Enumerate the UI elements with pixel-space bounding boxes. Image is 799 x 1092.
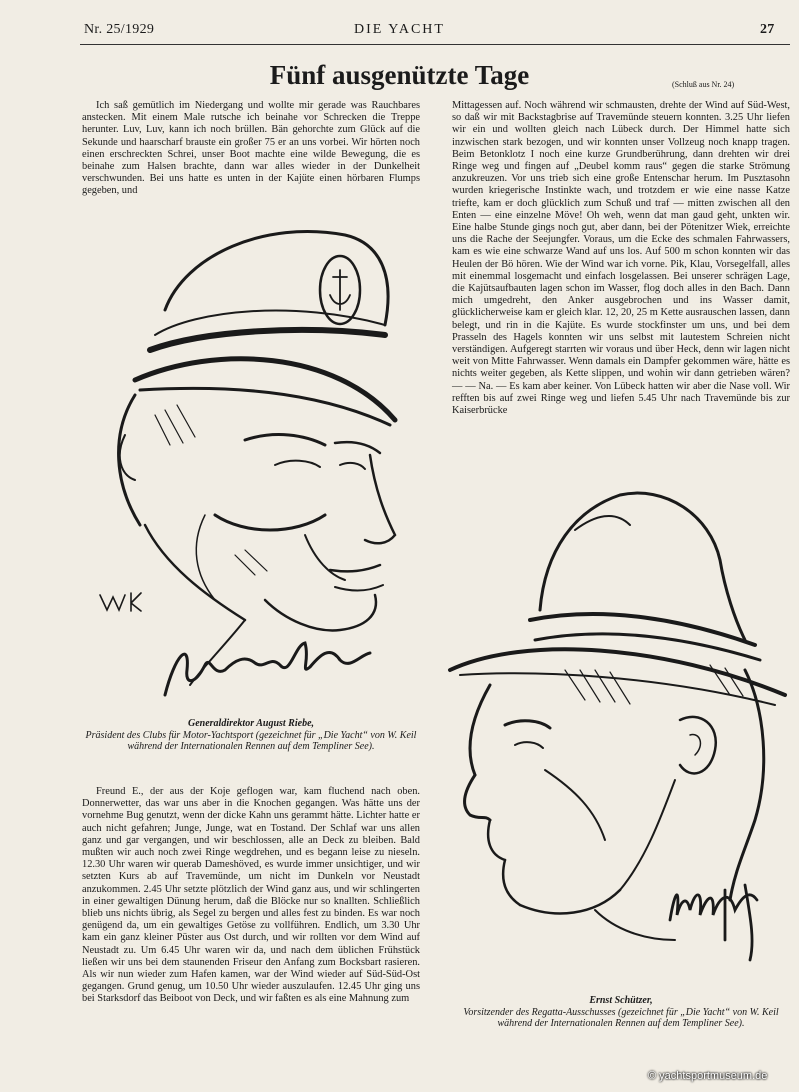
article-column-left-bottom (82, 786, 420, 1006)
continuation-note: (Schluß aus Nr. 24) (672, 80, 735, 89)
article-column-right-top (452, 100, 790, 417)
article-paragraph: Ich saß gemütlich im Niedergang und wollte mir gerade was Rauchbares anstecken. Mit einem Male rutsche ich beinahe vor Schrecken die Treppe herunter. Luv, Luv, kann ich noch brüllen. Bän gehorchte zum Glück auf die Sekunde und haarscharf brauste ein großer 75 er an uns vorbei. Wir hörten noch einen erschreckten Schrei, unser Boot machte eine wilde Bewegung, die es beinahe zum Halsen brachte, dann war alles wieder in der Dunkelheit verschwunden. Bei uns hatte es unten in der Kajüte einen hörbaren Flumps gegeben, und (82, 100, 420, 197)
figure-caption-riebe (82, 718, 420, 753)
article-paragraph: Freund E., der aus der Koje geflogen war, kam fluchend nach oben. Donnerwetter, das war uns aber in die Knochen gegangen. Was hätte uns der vornehme Bug genutzt, wenn der dicke Kahn uns gerammt hätte. Lichter hatte er auch nicht gefahren; Junge, Junge, wat en Tostand. Der Schlaf war uns allen ganz und gar vergangen, und wir beschlossen, alle an Deck zu bleiben. Bald mußten wir auch noch zwei Ringe wegdrehen, und es begann leise zu nieseln. 12.30 Uhr waren wir querab Dameshöved, es wurde immer unsichtiger, und wir setzten Kurs ab auf Travemünde, um nicht im Dunkeln vor Neustadt anzukommen. 2.45 Uhr setzte plötzlich der Wind ganz aus, und wir schlingerten in einer gewaltigen Dünung herum, daß die Blöcke nur so knallten. Schließlich blieb uns nichts übrig, als Segel zu bergen und alles fest zu binden. Es war noch genügend da, um ein gewaltiges Getöse zu vollführen. Endlich, um 3.30 Uhr kam ein ganz kleiner Püster aus Ost durch, und wir rollten vor dem Wind auf Neustadt zu. Um 6.45 Uhr waren wir da, und nach dem üblichen Frühstück ließen wir uns bei dem staunenden Friseur den Anfang zum Bocksbart rasieren. Als wir nun wieder zum Hafen kamen, war der Wind wieder auf Süd-Süd-Ost gegangen. Grund genug, um 10.50 Uhr wieder auszulaufen. 12.45 Uhr ging uns bei Starksdorf das Beiboot von Deck, und wir faßten es als eine Mahnung zum (82, 786, 420, 1005)
header-issue: Nr. 25/1929 (84, 22, 155, 37)
caption-title: Generaldirektor August Riebe, (187, 718, 315, 729)
header-magazine-title: DIE YACHT (354, 22, 445, 37)
figure-caption-schuetzer (452, 995, 790, 1030)
article-paragraph: Mittagessen auf. Noch während wir schmausten, drehte der Wind auf Süd-West, so daß wir mit Backstagbrise auf Travemünde steuern konnten. 3.25 Uhr liefen wir ein und wollten gleich nach Lübeck durch. Der Himmel hatte sich inzwischen stark bezogen, und wir konnten unser Vollzeug noch knapp tragen. Beim Betonklotz I noch eine kurze Grundberührung, dann drehten wir drei Ringe weg und fingen auf „Deubel komm raus“ gegen die starke Strömung anzukreuzen. Vor uns trieb sich eine große Entenschar herum. Im Pusztasohn wurden kriegerische Instinkte wach, und trotzdem er wie eine nasse Katze triefte, kam er doch glücklich zum Schuß und traf — mitten zwischen all den Enten — eine einzelne Möve! Oh weh, wenn dat man gaud geht, unkten wir. Eine halbe Stunde gings noch gut, aber dann, bei der Pötenitzer Wiek, erreichte uns die Rache der Seejungfer. Voraus, um die Ecke des schmalen Fahrwassers, kam es wie eine schwarze Wand auf uns los. Auf 500 m schon konnten wir das Heulen der Bö hören. Wie der Wind war ich vorne. Pik, Klau, Vorsegelfall, alles mit einemmal losgemacht und einfach losgelassen. Bei unserer schrägen Lage, die Kajütsaufbauten lagen schon im Wasser, flog doch alles in den Bach. Dann mich umgedreht, den Anker ausgebrochen und ins Wasser damit, glücklicherweise kam er gleich klar. 12, 20, 25 m Kette ausrauschen lassen, dann belegt, und rin in die Kajüte. Es wurde stockfinster um uns, und bei dem Prasseln des Hagels konnten wir uns selbst mit lautestem Schreien nicht verständigen. Aufgeregt starrten wir voraus und über Heck, denn wir lagen nicht weit von Mitte Fahrwasser. Wenn damals ein Dampfer gekommen wäre, hätte es nichts weiter gegeben, als Kette slippen, und wohin wir dann getrieben wären? — — Na. — Es kam aber keiner. Von Lübeck hatten wir aber die Nase voll. Wir refften bis auf zwei Ringe weg und liefen 5.45 Uhr nach Travemünde bis zur Kaiserbrücke (452, 100, 790, 417)
caption-body: Vorsitzender des Regatta-Ausschusses (gezeichnet für „Die Yacht“ von W. Keil während der Internationalen Rennen auf dem Templiner See). (463, 1006, 779, 1029)
article-title: Fünf ausgenützte Tage (269, 60, 530, 90)
portrait-sketch-schuetzer (445, 470, 795, 990)
watermark: © yachtsportmuseum.de (648, 1070, 768, 1082)
article-column-left-top (82, 100, 420, 198)
header-page-number: 27 (760, 22, 775, 37)
caption-body: Präsident des Clubs für Motor-Yachtsport (gezeichnet für „Die Yacht“ von W. Keil während der Internationalen Rennen auf dem Templiner See). (85, 729, 417, 752)
header-rule (80, 44, 790, 45)
portrait-sketch-riebe (95, 215, 415, 710)
caption-title: Ernst Schützer, (589, 995, 653, 1006)
